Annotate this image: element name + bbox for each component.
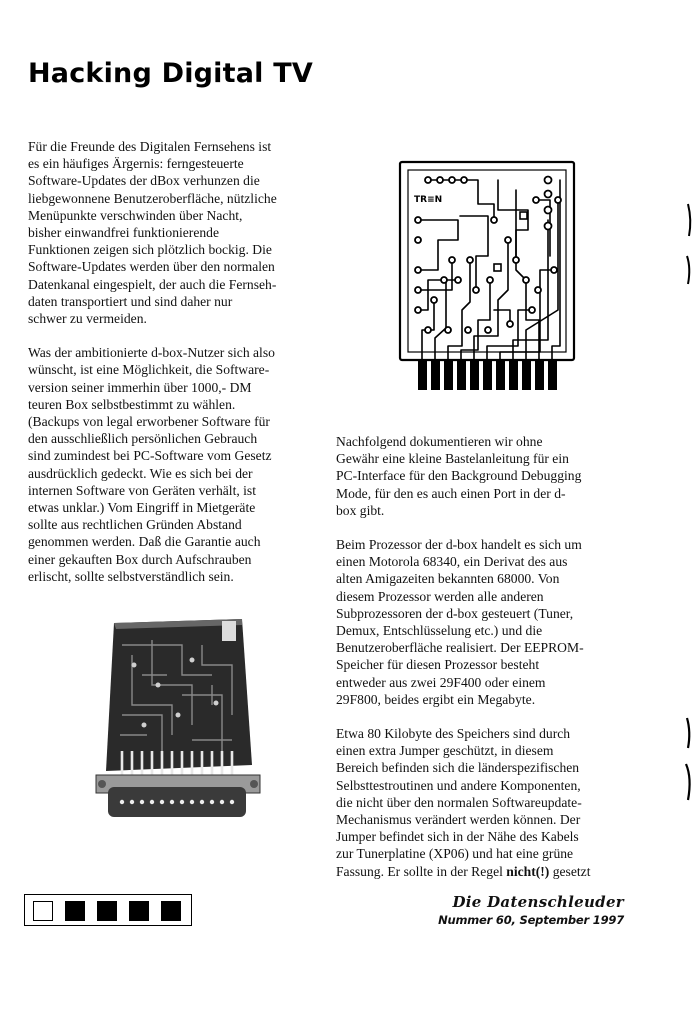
left-text-column: [28, 138, 323, 602]
paragraph-intro: Für die Freunde des Digitalen Fernsehens ist es ein häufiges Ärgernis: ferngesteuerte Software-Updates der dBox verhunzen die liebgewonnene Benutzeroberfläche, nützliche Menüpunkte verschwinden über Nacht, bisher einwandfrei funktionierende Funktionen zeigen sich plötzlich bockig. Die Software-Updates werden über den normalen Datenkanal eingespielt, der auch die Fernseh- daten transportiert und sind daher nur schwer zu vermeiden.: [28, 139, 277, 327]
paragraph-bastelanleitung: Nachfolgend dokumentieren wir ohne Gewähr eine kleine Bastelanleitung für ein PC-Interface für den Background Debugging Mode, für den es auch einen Port in der d- box gibt.: [336, 434, 582, 518]
magazine-name: Die Datenschleuder: [452, 893, 624, 911]
paragraph-jumper-text: Etwa 80 Kilobyte des Speichers sind durch einen extra Jumper geschützt, in diesem Bereich befinden sich die länderspezifischen Selbsttestroutinen und andere Komponenten, die nicht über den normalen Softwareupdate- Mechanismus verändert werden können. Der Jumper befindet sich in der Nähe des Kabels zur Tunerplatine (XP06) und hat eine grüne Fassung. Er sollte in der Regel: [336, 726, 582, 879]
page-marker-empty: [33, 901, 53, 921]
article-title: Hacking Digital TV: [28, 58, 313, 89]
page-marker-filled: [161, 901, 181, 921]
adapter-photo: [92, 615, 264, 833]
pcb-layout-diagram: [398, 160, 576, 392]
pcb-label: TR≡N: [414, 195, 443, 205]
page-marker-filled: [97, 901, 117, 921]
paragraph-jumper: [336, 725, 626, 880]
edge-mark-bottom: [680, 714, 696, 804]
paragraph-wish: Was der ambitionierte d-box-Nutzer sich also wünscht, ist eine Möglichkeit, die Software- version seiner immerhin über 1000,- DM teuren Box selbstbestimmt zu wählen. (Backups von legal erworbener Software für den ausschließlich persönlichen Gebrauch sind zumindest bei PC-Software vom Gesetz ausdrücklich gedeckt. Wie es sich bei der internen Software von Geräten verhält, ist etwas unklar.) Vom Eingriff in Mietgeräte sollte aus rechtlichen Gründen Abstand genommen werden. Daß die Garantie auch einer gekauften Box durch Aufschrauben erlischt, sollte selbstverständlich sein.: [28, 345, 275, 584]
footer-masthead: [438, 893, 624, 927]
paragraph-jumper-emphasis: nicht(!): [506, 863, 550, 879]
paragraph-prozessor: Beim Prozessor der d-box handelt es sich um einen Motorola 68340, ein Derivat des aus alten Amigazeiten bekannten 68000. Von diesem Prozessor werden alle anderen Subprozessoren der d-box gesteuert (Tuner, Demux, Entschlüsselung etc.) und die Benutzeroberfläche realisiert. Der EEPROM- Speicher für diesen Prozessor besteht entweder aus zwei 29F400 oder einem 29F800, beides ergibt ein Megabyte.: [336, 537, 584, 707]
page-marker-filled: [129, 901, 149, 921]
page-marker-strip: [24, 894, 192, 926]
page-marker-filled: [65, 901, 85, 921]
edge-mark-top: [682, 200, 696, 290]
issue-info: Nummer 60, September 1997: [438, 913, 624, 927]
right-text-column: [336, 433, 626, 897]
paragraph-jumper-tail: gesetzt: [549, 863, 591, 879]
